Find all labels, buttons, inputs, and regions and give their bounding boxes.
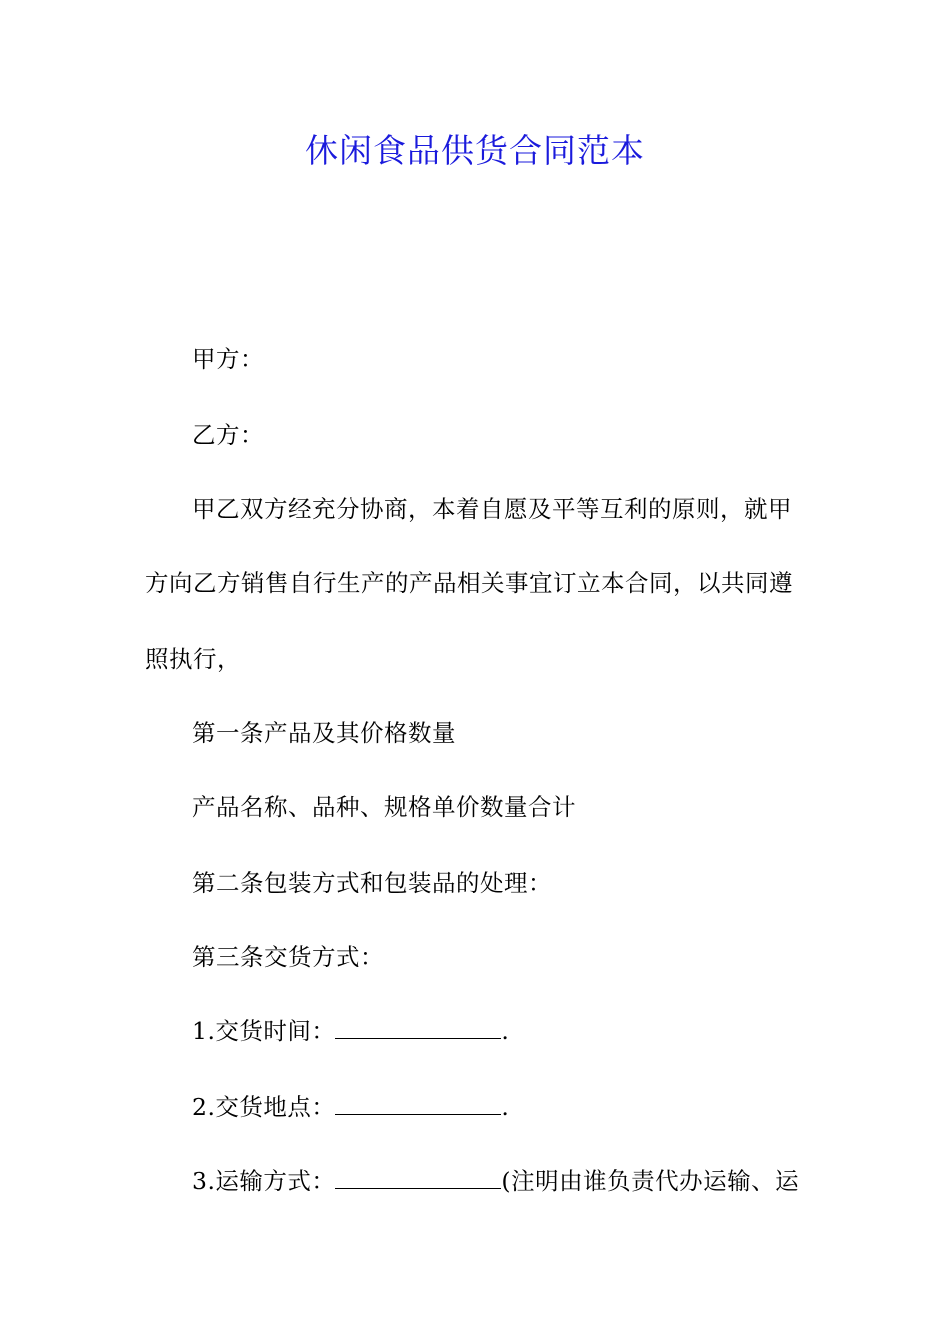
article-2-heading: 第二条包装方式和包装品的处理： [192,869,552,897]
document-title: 休闲食品供货合同范本 [305,131,645,170]
delivery-place-end: . [501,1093,510,1121]
party-a-line: 甲方： [192,345,264,373]
party-b-line: 乙方： [192,421,264,449]
delivery-place-blank [335,1094,501,1115]
delivery-place-line [192,1091,509,1123]
transport-line [192,1165,799,1197]
delivery-time-line [192,1015,509,1047]
delivery-time-blank [335,1018,501,1039]
transport-note: (注明由谁负责代办运输、运 [501,1167,800,1195]
transport-label: 3.运输方式： [192,1167,336,1195]
delivery-time-label: 1.交货时间： [192,1017,336,1045]
product-header-line: 产品名称、品种、规格单价数量合计 [192,793,576,821]
preamble-line-3: 照执行， [145,645,241,673]
transport-blank [335,1168,501,1189]
preamble-line-1: 甲乙双方经充分协商，本着自愿及平等互利的原则，就甲 [192,495,792,523]
delivery-time-end: . [501,1017,510,1045]
article-1-heading: 第一条产品及其价格数量 [192,719,456,747]
preamble-line-2: 方向乙方销售自行生产的产品相关事宜订立本合同，以共同遵 [145,569,793,597]
delivery-place-label: 2.交货地点： [192,1093,336,1121]
article-3-heading: 第三条交货方式： [192,943,384,971]
